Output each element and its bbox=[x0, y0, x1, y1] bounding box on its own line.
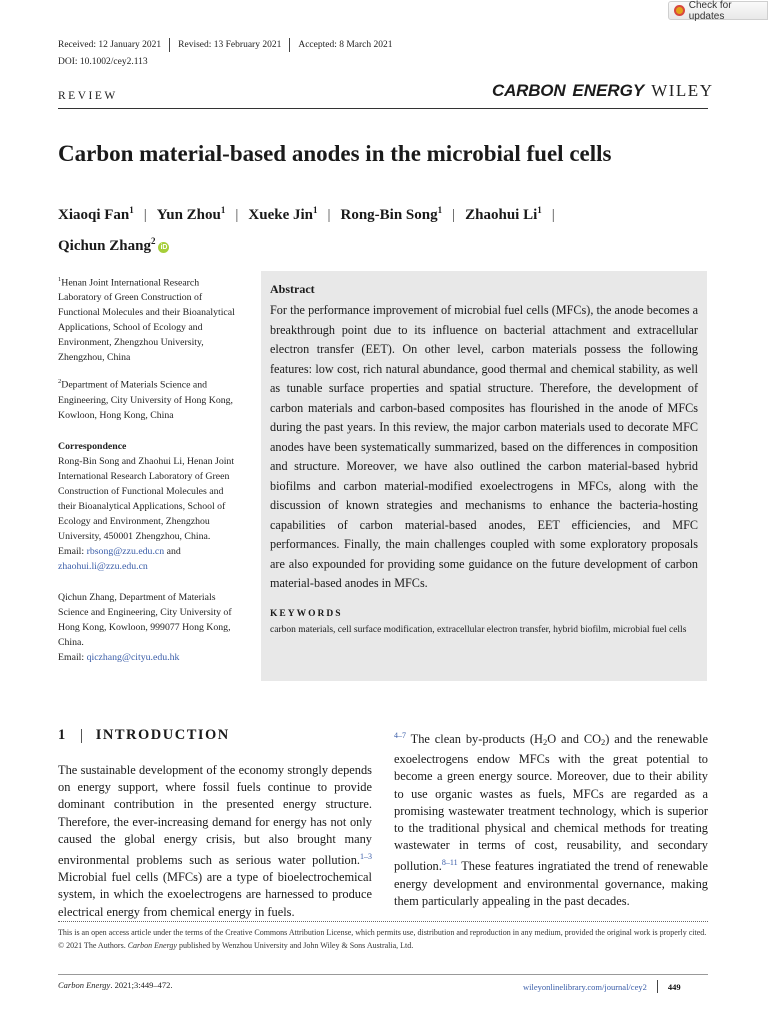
affiliation-1: $^1$Henan Joint International Research Laboratory of Green Construction of Functional Molecules and their Bioanalytical Applications, School of Ecology and Environment, Zhengzhou University, Zhengzhou, China bbox=[58, 276, 235, 364]
reference-link[interactable]: 4–7 bbox=[394, 731, 406, 740]
footer-citation: Carbon Energy. 2021;3:449–472. bbox=[58, 980, 173, 990]
article-title: Carbon material-based anodes in the microbial fuel cells bbox=[58, 141, 612, 166]
divider: | bbox=[143, 207, 147, 223]
journal-url-link[interactable]: wileyonlinelibrary.com/journal/cey2 bbox=[523, 981, 647, 992]
author[interactable]: Xueke Jin$^1$ bbox=[248, 205, 318, 223]
divider: | bbox=[327, 207, 331, 223]
received-date: Received: 12 January 2021 bbox=[58, 40, 162, 50]
abstract-heading: Abstract bbox=[270, 282, 315, 296]
divider: | bbox=[235, 207, 239, 223]
affiliations-column bbox=[58, 272, 243, 674]
abstract-box bbox=[261, 271, 707, 681]
accepted-date: Accepted: 8 March 2021 bbox=[298, 40, 393, 50]
check-for-updates-button[interactable] bbox=[668, 1, 768, 20]
publisher-logo: WILEY bbox=[651, 81, 714, 100]
email-link[interactable]: zhaohui.li@zzu.edu.cn bbox=[58, 560, 148, 572]
author[interactable]: Zhaohui Li$^1$ bbox=[465, 205, 542, 223]
affiliation-2: $^2$Department of Materials Science and Engineering, City University of Hong Kong, Kowloon, Hong Kong, China bbox=[58, 378, 233, 421]
divider bbox=[169, 38, 170, 52]
article-dates bbox=[58, 38, 393, 52]
author[interactable]: Yun Zhou$^1$ bbox=[156, 205, 226, 223]
logo-energy: ENERGY bbox=[572, 81, 645, 100]
license-divider bbox=[58, 921, 708, 922]
divider bbox=[289, 38, 290, 52]
keywords-text: carbon materials, cell surface modification, extracellular electron transfer, hybrid biofilm, microbial fuel cells bbox=[270, 624, 687, 635]
divider: | bbox=[551, 207, 555, 223]
journal-logo bbox=[492, 81, 713, 101]
logo-carbon: CARBON bbox=[492, 81, 566, 100]
correspondence-1: Rong-Bin Song and Zhaohui Li, Henan Joint International Research Laboratory of Green Construction of Functional Molecules and their Bioanalytical Applications, School of Ecology and Environment, Zhengzhou University, 450001 Zhengzhou, China. Email: rbsong@zzu.edu.cn and zhaohui.li@zzu.edu.cn bbox=[58, 455, 235, 572]
email-link[interactable]: qiczhang@cityu.edu.hk bbox=[86, 651, 180, 663]
author-list bbox=[58, 197, 718, 259]
section-heading-introduction: 1 INTRODUCTION bbox=[58, 727, 230, 743]
body-column-1 bbox=[58, 762, 372, 921]
footer-right bbox=[523, 980, 681, 993]
intro-paragraph-continued: $^{4-7}$ The clean by-products ($H_2O$ and $CO_2$) and the renewable exoelectrogens endow MFCs with the great potential to become a green energy source. Moreover, due to their ability to use organic wastes as fuels, MFCs are regarded as a promising wastewater treatment technology, which is superior to the traditional physical and chemical methods for treating wastewater in terms of cost, reusability, and secondary pollution.$^{8-11}$ These features ingratiated the trend of renewable energy development and environmental governance, making them particularly appealing in the past decades. bbox=[394, 731, 708, 908]
email-link[interactable]: rbsong@zzu.edu.cn bbox=[86, 545, 165, 557]
section-label: REVIEW bbox=[58, 90, 118, 102]
header-rule bbox=[58, 108, 708, 109]
author[interactable]: Rong-Bin Song$^1$ bbox=[340, 205, 443, 223]
abstract-text: For the performance improvement of microbial fuel cells (MFCs), the anode becomes a breakthrough point due to its influence on bacterial attachment and extracellular electron transfer (EET). On other level, carbon materials possess the following features: low cost, rich natural abundance, good thermal and chemical stability, as well as tunable surface properties and spatial structure. Therefore, the development of carbon materials and carbon-based composites has flourished in the anode of MFCs during the past years. In this review, the major carbon materials used to decorate MFC anodes have been systematically summarized, based on the differences in composition and structure. Moreover, we have also outlined the carbon material-based hybrid biofilms and carbon material-modified exoelectrogens in MFCs, along with the discussion of known strategies and mechanisms to enhance the bacteria-hosting capabilities of carbon material-based anodes, EET efficiencies, and MFC performances. Finally, the main challenges coupled with some exploratory proposals are also expounded for providing some guidance on the future development of carbon material-based anodes in MFCs. bbox=[270, 303, 698, 590]
author[interactable]: Qichun Zhang$^2$ bbox=[58, 236, 156, 254]
license-text: This is an open access article under the terms of the Creative Commons Attribution License, which permits use, distribution and reproduction in any medium, provided the original work is properly cited. © 2021 The Authors. Carbon Energy published by Wenzhou University and John Wiley & Sons Australia, Ltd. bbox=[58, 928, 707, 950]
doi[interactable]: DOI: 10.1002/cey2.113 bbox=[58, 57, 148, 67]
body-column-2 bbox=[394, 727, 708, 910]
page-number: 449 bbox=[667, 981, 681, 992]
reference-link[interactable]: 8–11 bbox=[441, 858, 458, 868]
correspondence-2: Qichun Zhang, Department of Materials Science and Engineering, City University of Hong Kong, Kowloon, 999077 Hong Kong, China. Email: qiczhang@cityu.edu.hk bbox=[58, 591, 232, 663]
footer-rule bbox=[58, 974, 708, 975]
reference-link[interactable]: 1–3 bbox=[360, 852, 372, 862]
keywords-heading: KEYWORDS bbox=[270, 608, 343, 619]
correspondence-heading: Correspondence bbox=[58, 440, 127, 452]
revised-date: Revised: 13 February 2021 bbox=[178, 40, 282, 50]
orcid-icon[interactable]: iD bbox=[160, 244, 168, 251]
check-for-updates-label: Check for updates bbox=[688, 0, 732, 22]
intro-paragraph: The sustainable development of the economy strongly depends on energy support, where fossil fuels continue to provide dominant contribution in the presented energy structure. Therefore, the ever-increasing demand for energy has not only caused the global energy crisis, but also brought many environmental problems such as serious water pollution.$^{1-3}$ Microbial fuel cells (MFCs) are a type of bioelectrochemical system, in which the exoelectrogens are harnessed to produce electrical energy from chemical energy in fuels. bbox=[58, 763, 372, 919]
divider: | bbox=[452, 207, 456, 223]
author[interactable]: Xiaoqi Fan$^1$ bbox=[58, 205, 134, 223]
crossmark-icon bbox=[674, 5, 685, 16]
